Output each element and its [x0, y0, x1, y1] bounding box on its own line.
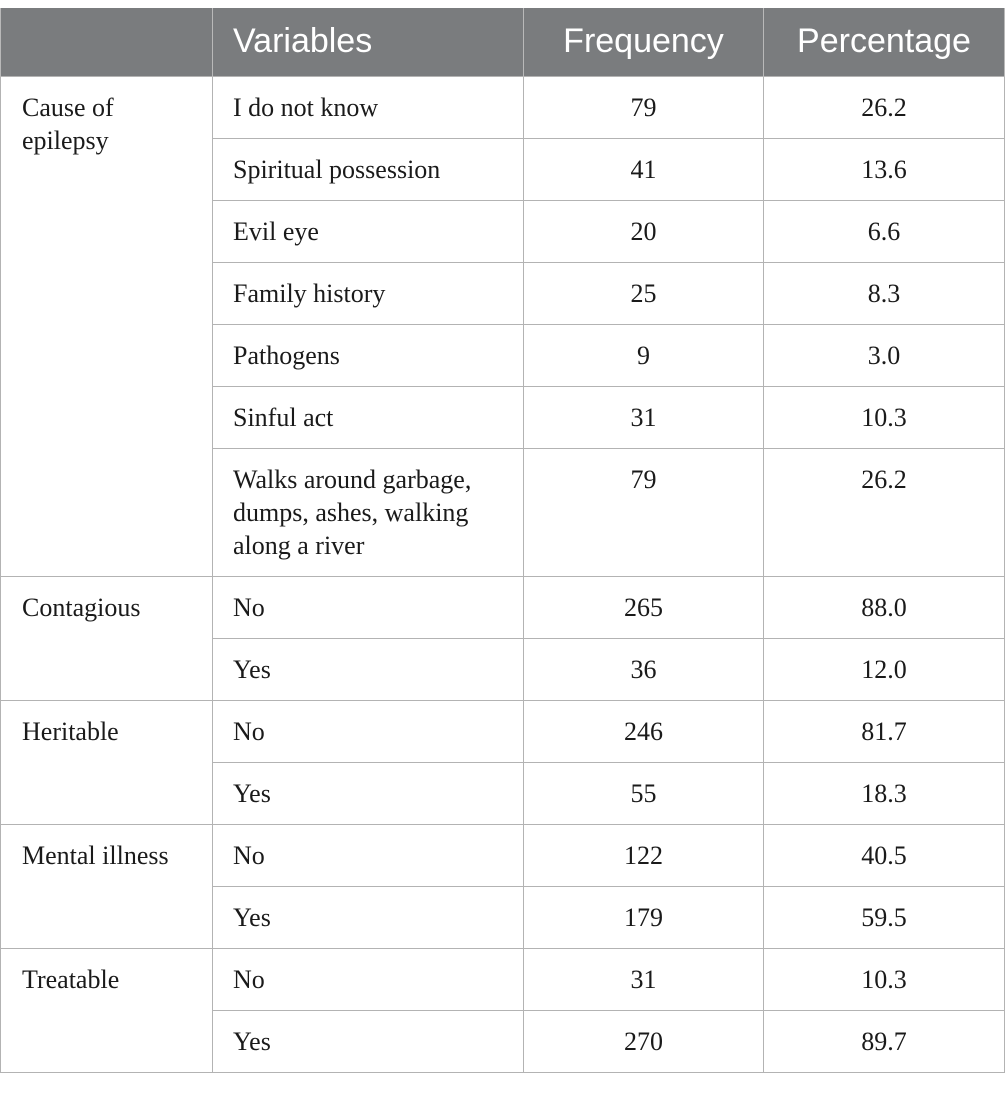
table-row — [1, 824, 1005, 886]
row-frequency: 55 — [524, 762, 764, 824]
row-category: I do not know — [213, 76, 524, 138]
group-treatable: Treatable — [1, 948, 213, 1072]
row-category: No — [213, 576, 524, 638]
row-frequency: 179 — [524, 886, 764, 948]
row-percentage: 3.0 — [764, 324, 1005, 386]
row-percentage: 88.0 — [764, 576, 1005, 638]
header-frequency: Frequency — [524, 8, 764, 76]
row-category: No — [213, 824, 524, 886]
row-category: Spiritual possession — [213, 138, 524, 200]
row-percentage: 10.3 — [764, 948, 1005, 1010]
header-variables: Variables — [213, 8, 524, 76]
row-frequency: 41 — [524, 138, 764, 200]
row-frequency: 79 — [524, 448, 764, 576]
row-percentage: 26.2 — [764, 448, 1005, 576]
row-frequency: 20 — [524, 200, 764, 262]
header-percentage: Percentage — [764, 8, 1005, 76]
row-frequency: 122 — [524, 824, 764, 886]
row-percentage: 6.6 — [764, 200, 1005, 262]
row-percentage: 89.7 — [764, 1010, 1005, 1072]
row-percentage: 26.2 — [764, 76, 1005, 138]
row-frequency: 246 — [524, 700, 764, 762]
row-category: Pathogens — [213, 324, 524, 386]
row-category: Yes — [213, 886, 524, 948]
table-body — [1, 76, 1005, 1072]
table-row — [1, 576, 1005, 638]
row-frequency: 9 — [524, 324, 764, 386]
row-frequency: 270 — [524, 1010, 764, 1072]
row-frequency: 79 — [524, 76, 764, 138]
row-percentage: 40.5 — [764, 824, 1005, 886]
row-frequency: 25 — [524, 262, 764, 324]
row-frequency: 31 — [524, 948, 764, 1010]
row-category: No — [213, 948, 524, 1010]
row-category: Evil eye — [213, 200, 524, 262]
table-header-row — [1, 8, 1005, 76]
row-category: Sinful act — [213, 386, 524, 448]
header-group — [1, 8, 213, 76]
table-row — [1, 948, 1005, 1010]
row-percentage: 81.7 — [764, 700, 1005, 762]
row-category: Walks around garbage, dumps, ashes, walking along a river — [213, 448, 524, 576]
group-heritable: Heritable — [1, 700, 213, 824]
row-percentage: 18.3 — [764, 762, 1005, 824]
row-percentage: 13.6 — [764, 138, 1005, 200]
row-category: No — [213, 700, 524, 762]
row-frequency: 265 — [524, 576, 764, 638]
row-percentage: 8.3 — [764, 262, 1005, 324]
row-category: Yes — [213, 638, 524, 700]
row-percentage: 59.5 — [764, 886, 1005, 948]
row-frequency: 31 — [524, 386, 764, 448]
group-cause-of-epilepsy: Cause of epilepsy — [1, 76, 213, 576]
row-frequency: 36 — [524, 638, 764, 700]
group-mental-illness: Mental illness — [1, 824, 213, 948]
group-contagious: Contagious — [1, 576, 213, 700]
row-percentage: 10.3 — [764, 386, 1005, 448]
row-percentage: 12.0 — [764, 638, 1005, 700]
epilepsy-perception-table — [0, 8, 1005, 1073]
table-row — [1, 700, 1005, 762]
table-row — [1, 76, 1005, 138]
row-category: Yes — [213, 762, 524, 824]
row-category: Yes — [213, 1010, 524, 1072]
row-category: Family history — [213, 262, 524, 324]
